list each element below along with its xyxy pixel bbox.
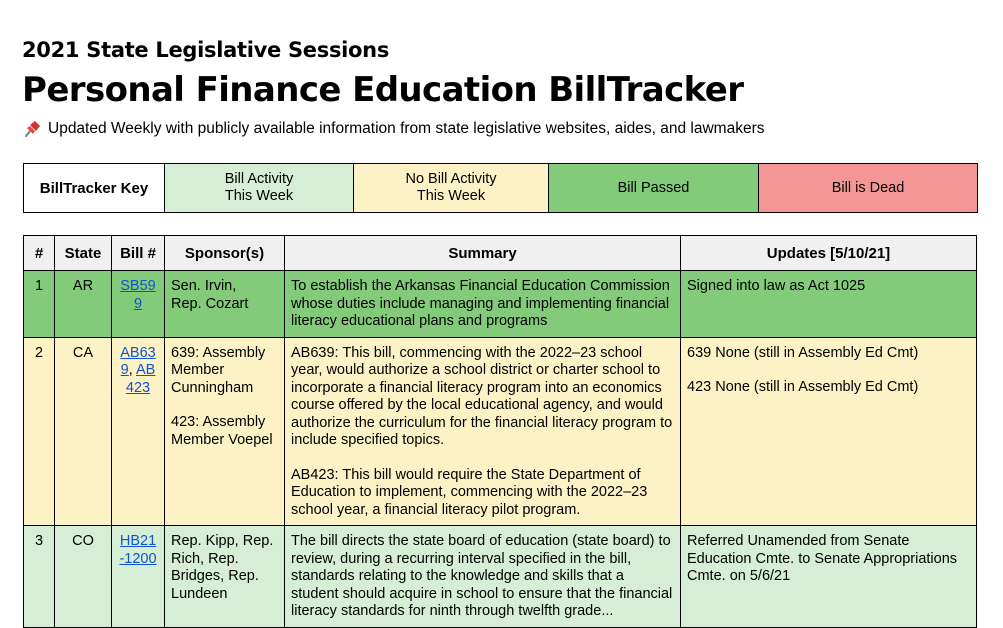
- bill-link[interactable]: HB21-1200: [119, 533, 157, 567]
- summary-paragraph: AB423: This bill would require the State Department of Education to implement, commencing with the 2022–23 school year, a financial literacy pilot program.: [291, 466, 648, 518]
- table-row: [24, 271, 977, 338]
- key-no-bill-activity: [354, 164, 549, 213]
- header-summary: Summary: [285, 236, 681, 271]
- row-summary: [285, 337, 681, 526]
- key-bill-dead: [759, 164, 978, 213]
- pushpin-icon: [22, 119, 42, 139]
- row-update: Referred Unamended from Senate Education Cmte. to Senate Appropriations Cmte. on 5/6/21: [681, 526, 977, 628]
- row-update: Signed into law as Act 1025: [681, 271, 977, 338]
- summary-paragraph: AB639: This bill, commencing with the 2022–23 school year, would authorize a school district or charter school to incorporate a financial literacy program into an economics course offered by the local educational agency, and would authorize the curriculum for the financial literacy program to include specified topics.: [291, 344, 673, 448]
- key-label: BillTracker Key: [24, 164, 165, 213]
- row-bill: [112, 271, 165, 338]
- bill-link[interactable]: SB599: [120, 278, 156, 312]
- header-state: State: [55, 236, 112, 271]
- billtracker-key: [23, 163, 978, 213]
- row-state: AR: [55, 271, 112, 338]
- table-header-row: [24, 236, 977, 271]
- row-state: CO: [55, 526, 112, 628]
- row-summary: To establish the Arkansas Financial Education Commission whose duties include managing and implementing financial literacy educational plans and programs: [285, 271, 681, 338]
- key-item-line1: Bill is Dead: [831, 179, 905, 196]
- table-row: [24, 337, 977, 526]
- row-sponsor: [165, 337, 285, 526]
- row-summary: The bill directs the state board of education (state board) to review, during a recurring interval specified in the bill, standards relating to the knowledge and skills that a student should acquire in school to ensure that the financial literacy standards for ninth through twelfth grade...: [285, 526, 681, 628]
- row-state: CA: [55, 337, 112, 526]
- row-num: 2: [24, 337, 55, 526]
- sponsor-entry: 639: Assembly Member Cunningham: [171, 344, 266, 396]
- row-sponsor: Sen. Irvin, Rep. Cozart: [165, 271, 285, 338]
- key-item-line2: This Week: [416, 188, 486, 204]
- key-item-line1: Bill Passed: [617, 179, 690, 196]
- header-bill: Bill #: [112, 236, 165, 271]
- row-bill: [112, 337, 165, 526]
- header-num: #: [24, 236, 55, 271]
- row-update: [681, 337, 977, 526]
- bill-separator: ,: [128, 362, 133, 378]
- header-updates: Updates [5/10/21]: [681, 236, 977, 271]
- page-subtitle: 2021 State Legislative Sessions: [22, 38, 390, 62]
- bill-link[interactable]: AB423: [125, 362, 156, 396]
- row-sponsor: Rep. Kipp, Rep. Rich, Rep. Bridges, Rep. Lundeen: [165, 526, 285, 628]
- key-item-line1: No Bill Activity: [405, 171, 497, 187]
- updated-note: [22, 119, 765, 139]
- bill-link[interactable]: AB639: [120, 344, 156, 378]
- update-entry: 639 None (still in Assembly Ed Cmt): [687, 344, 919, 361]
- sponsor-entry: 423: Assembly Member Voepel: [171, 414, 273, 448]
- update-entry: 423 None (still in Assembly Ed Cmt): [687, 379, 919, 395]
- row-num: 1: [24, 271, 55, 338]
- bill-table: [23, 235, 977, 628]
- updated-text: Updated Weekly with publicly available information from state legislative websites, aides, and lawmakers: [48, 120, 765, 137]
- key-item-line2: This Week: [224, 188, 294, 204]
- table-row: [24, 526, 977, 628]
- key-bill-passed: [549, 164, 759, 213]
- row-num: 3: [24, 526, 55, 628]
- key-item-line1: Bill Activity: [224, 171, 294, 187]
- page-title: Personal Finance Education BillTracker: [22, 70, 744, 110]
- row-bill: [112, 526, 165, 628]
- key-bill-activity: [165, 164, 354, 213]
- header-sponsors: Sponsor(s): [165, 236, 285, 271]
